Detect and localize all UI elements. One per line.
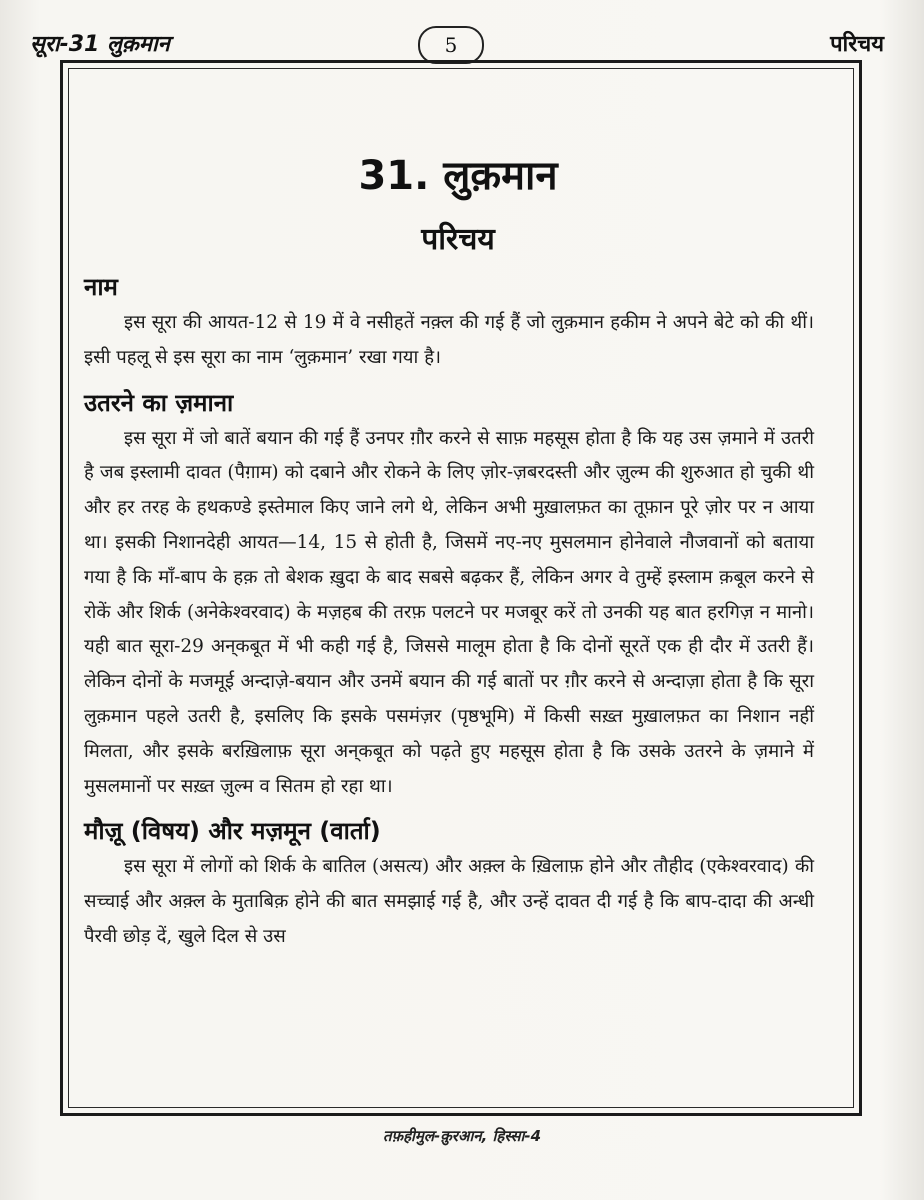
running-head-section: परिचय: [830, 32, 884, 57]
running-head: [0, 24, 924, 64]
paragraph-subject: इस सूरा में लोगों को शिर्क के बातिल (असत्य) और अक़्ल के ख़िलाफ़ होने और तौहीद (एकेश्वरवाद) की सच्चाई और अक़्ल के मुताबिक़ होने की बात समझाई गई है, और उन्हें दावत दी गई है कि बाप-दादा की अन्धी पैरवी छोड़ दें, खुले दिल से उस: [84, 856, 814, 947]
heading-revelation-period: उतरने का ज़माना: [84, 388, 234, 417]
page-content: [84, 150, 814, 955]
section-title: परिचय: [421, 222, 495, 257]
heading-subject: मौज़ू (विषय) और मज़मून (वार्ता): [84, 817, 381, 846]
page-footer: तफ़हीमुल-क़ुरआन, हिस्सा-4: [382, 1127, 542, 1145]
heading-name: नाम: [84, 273, 118, 301]
running-head-surah: सूरा-31 लुक़मान: [30, 32, 170, 57]
chapter-title: 31. लुक़मान: [358, 153, 558, 199]
page-number: 5: [418, 26, 484, 64]
paragraph-revelation-period: इस सूरा में जो बातें बयान की गई हैं उनपर ग़ौर करने से साफ़ महसूस होता है कि यह उस ज़माने में उतरी है जब इस्लामी दावत (पैग़ाम) को दबाने और रोकने के लिए ज़ोर-ज़बरदस्ती और ज़ुल्म की शुरुआत हो चुकी थी और हर तरह के हथकण्डे इस्तेमाल किए जाने लगे थे, लेकिन अभी मुख़ालफ़त का तूफ़ान पूरे ज़ोर पर न आया था। इसकी निशानदेही आयत—14, 15 से होती है, जिसमें नए-नए मुसलमान होनेवाले नौजवानों को बताया गया है कि माँ-बाप के हक़ तो बेशक ख़ुदा के बाद सबसे बढ़कर हैं, लेकिन अगर वे तुम्हें इस्लाम क़बूल करने से रोकें और शिर्क (अनेकेश्वरवाद) के मज़हब की तरफ़ पलटने पर मजबूर करें तो उनकी यह बात हरगिज़ न मानो। यही बात सूरा-29 अन्‌कबूत में भी कही गई है, जिससे मालूम होता है कि दोनों सूरतें एक ही दौर में उतरी हैं। लेकिन दोनों के मजमूई अन्दाज़े-बयान और उनमें बयान की गई बातों पर ग़ौर करने से अन्दाज़ा होता है कि सूरा लुक़मान पहले उतरी है, इसलिए कि इसके पसमंज़र (पृष्ठभूमि) में किसी सख़्त मुख़ालफ़त का निशान नहीं मिलता, और इसके बरख़िलाफ़ सूरा अन्‌कबूत को पढ़ते हुए महसूस होता है कि उसके उतरने के ज़माने में मुसलमानों पर सख़्त ज़ुल्म व सितम हो रहा था।: [84, 427, 814, 797]
paragraph-name: इस सूरा की आयत-12 से 19 में वे नसीहतें नक़्ल की गई हैं जो लुक़मान हकीम ने अपने बेटे को की थीं। इसी पहलू से इस सूरा का नाम ‘लुक़मान’ रखा गया है।: [84, 312, 814, 368]
